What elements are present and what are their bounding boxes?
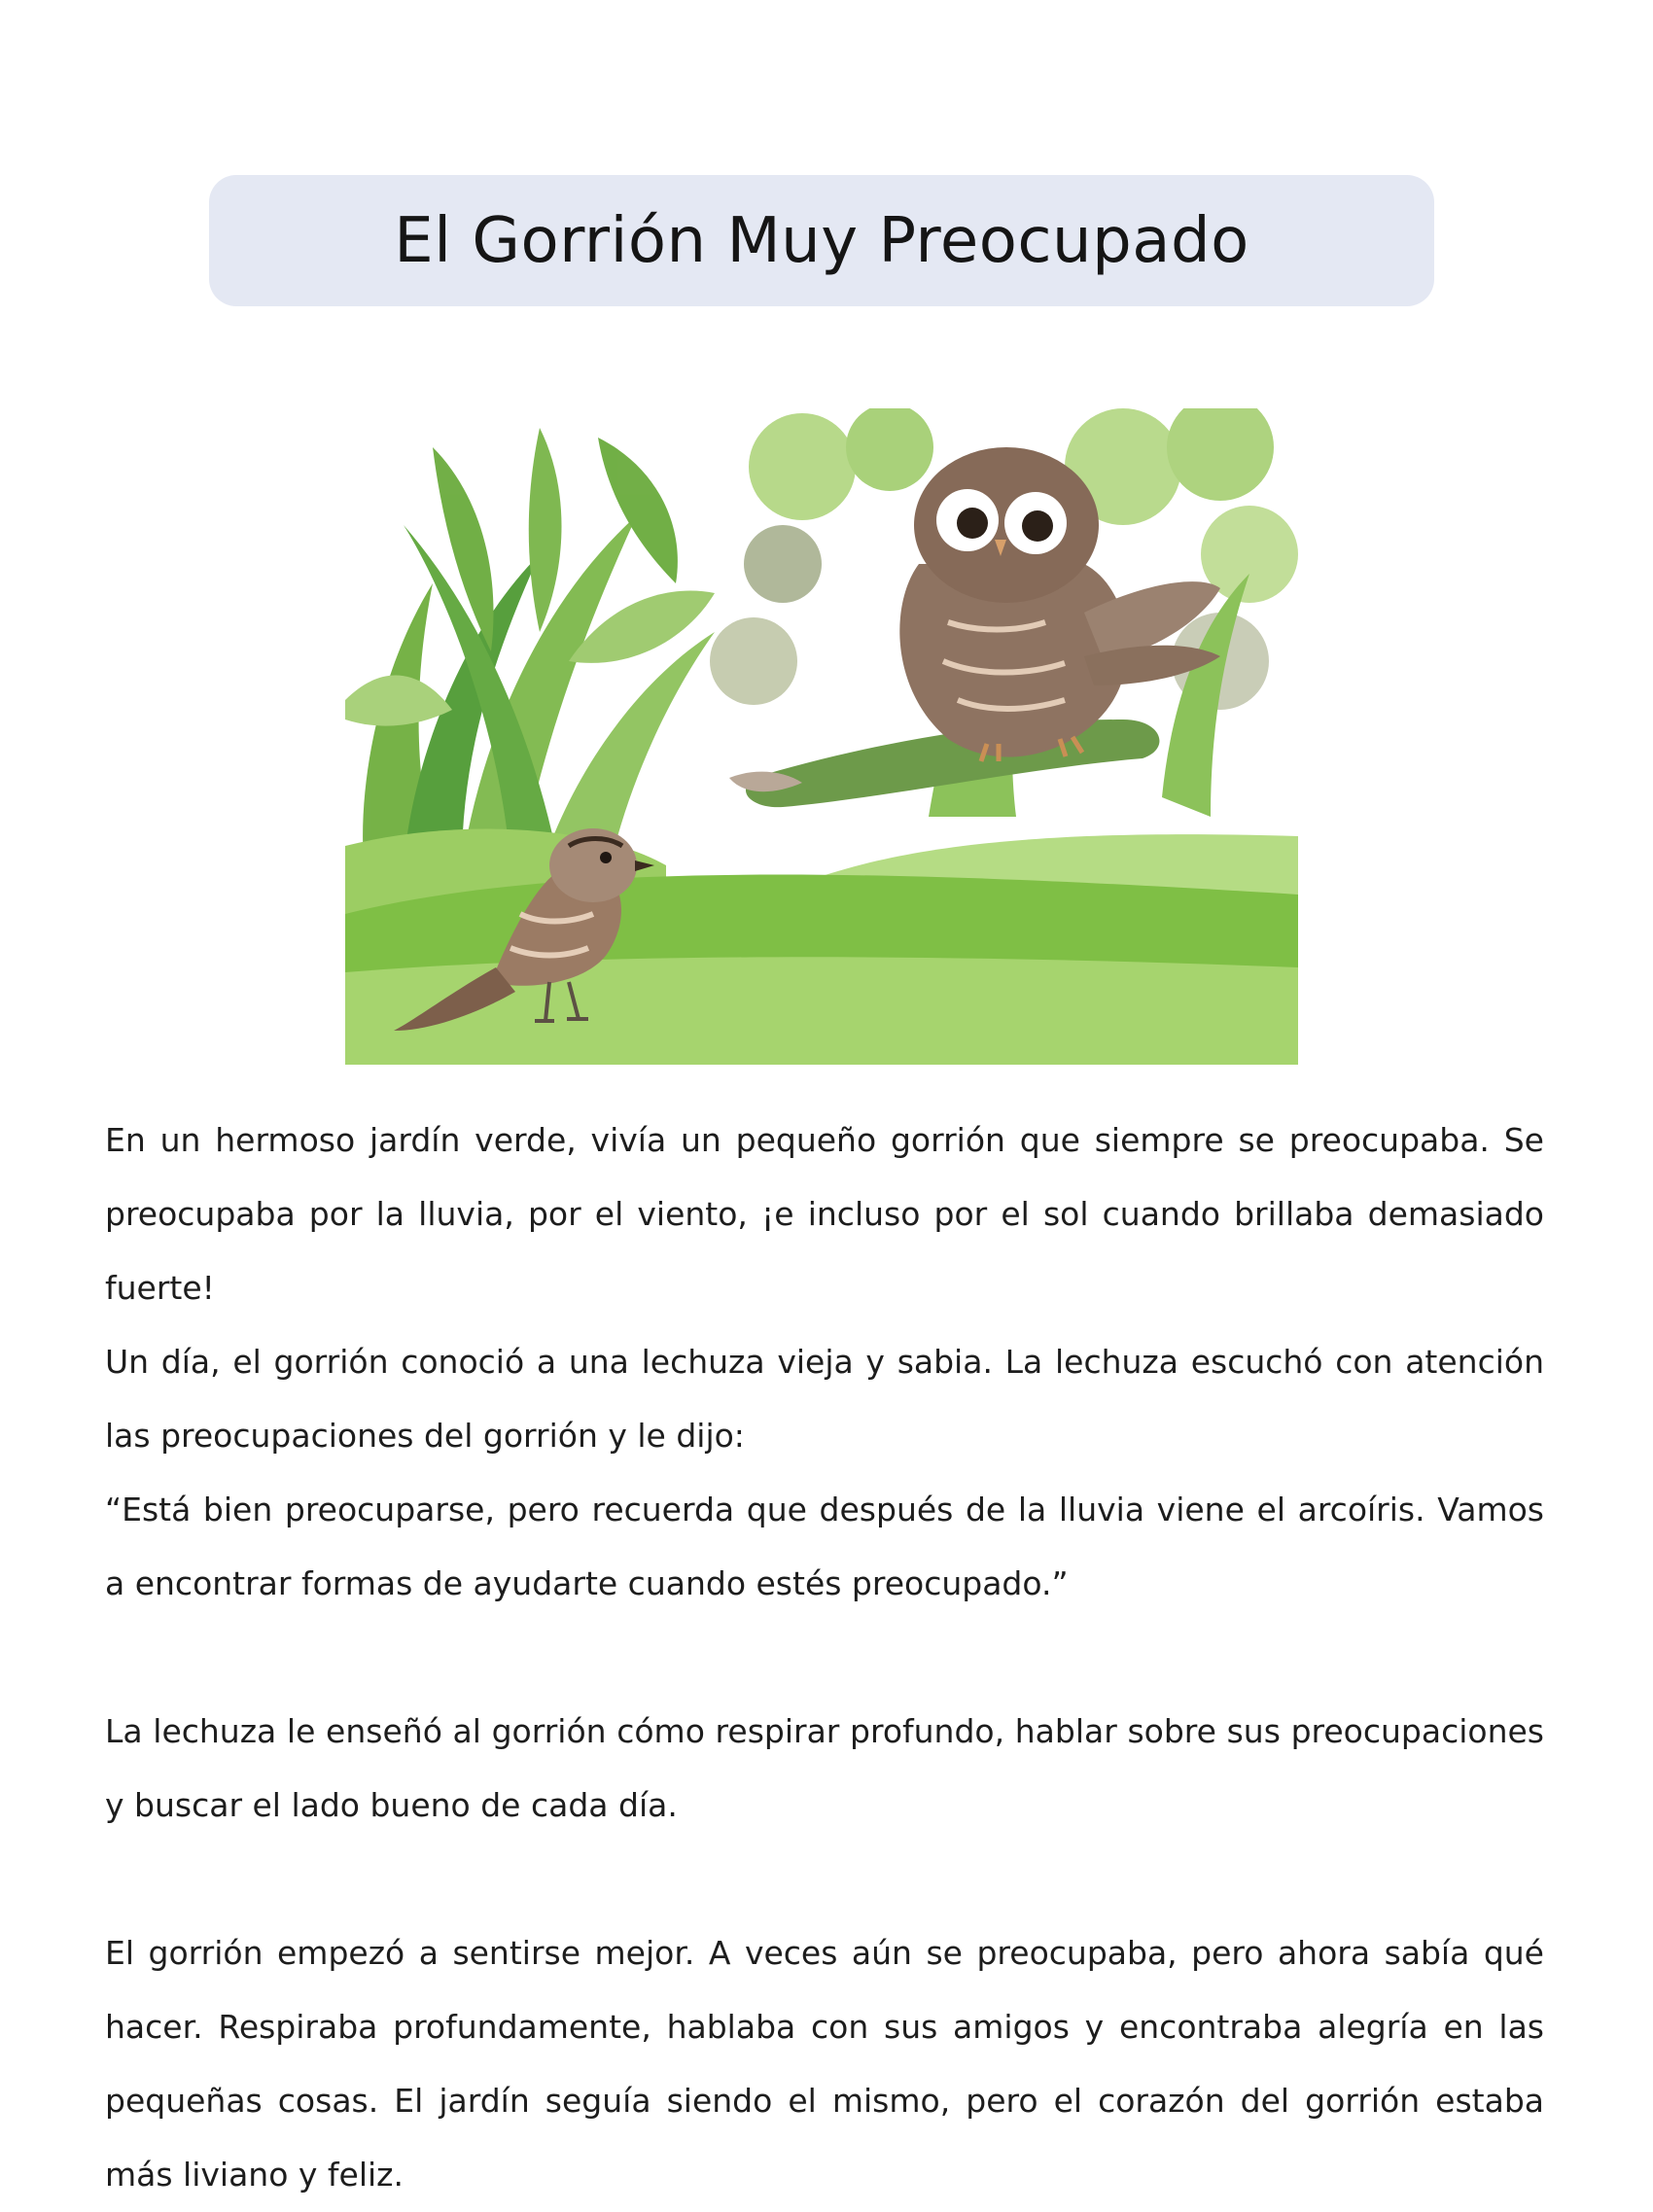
owl-and-sparrow-garden-illustration xyxy=(345,408,1298,1065)
page-title: El Gorrión Muy Preocupado xyxy=(394,204,1249,277)
story-paragraph: “Está bien preocuparse, pero recuerda que después de la lluvia viene el arcoíris. Vamos a encontrar formas de ayudarte cuando estés preocupado.” xyxy=(105,1491,1544,1602)
story-paragraph: El gorrión empezó a sentirse mejor. A veces aún se preocupaba, pero ahora sabía qué hacer. Respiraba profundamente, hablaba con sus amigos y encontraba alegría en las pequeñas cosas. El jardín seguía siendo el mismo, pero el corazón del gorrión estaba más liviano y feliz. xyxy=(105,1934,1544,2194)
story-paragraph: Un día, el gorrión conoció a una lechuza vieja y sabia. La lechuza escuchó con atención las preocupaciones del gorrión y le dijo: xyxy=(105,1343,1544,1455)
story-paragraph: La lechuza le enseñó al gorrión cómo respirar profundo, hablar sobre sus preocupaciones y buscar el lado bueno de cada día. xyxy=(105,1712,1544,1824)
title-banner xyxy=(209,175,1434,306)
story-text xyxy=(105,1104,1544,2212)
story-paragraph: En un hermoso jardín verde, vivía un pequeño gorrión que siempre se preocupaba. Se preocupaba por la lluvia, por el viento, ¡e incluso por el sol cuando brillaba demasiado fuerte! xyxy=(105,1121,1544,1307)
